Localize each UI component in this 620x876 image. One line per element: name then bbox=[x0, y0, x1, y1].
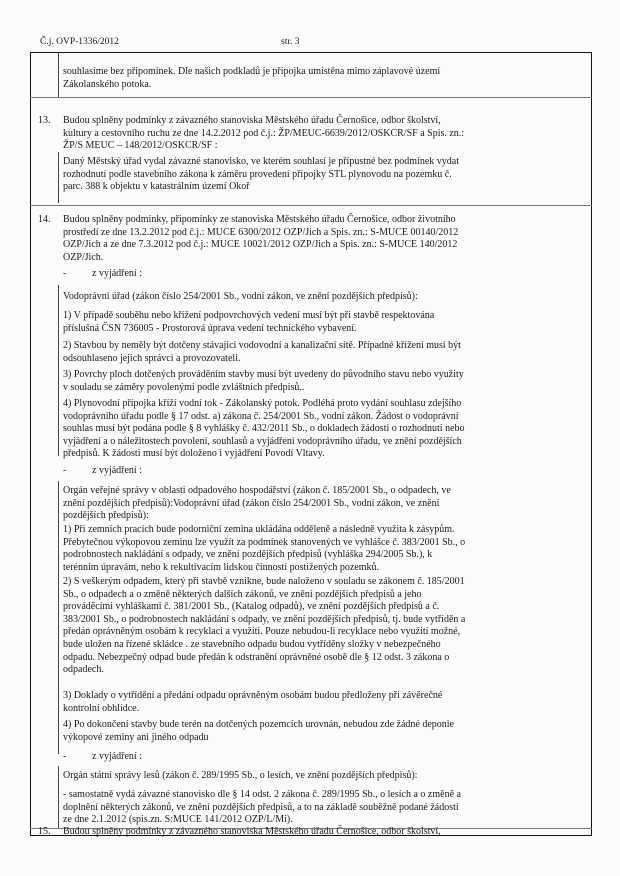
item-13-body bbox=[63, 156, 575, 194]
water-condition-1 bbox=[63, 310, 575, 335]
water-condition-4 bbox=[63, 398, 575, 461]
text-line: ze dne 2.1.2012 (spis.zn. S:MUCE 141/2012 OZP/L/Mi). bbox=[63, 814, 293, 826]
text-line: Budou splněny podmínky z závazného stanoviska Městského úřadu Černošice, odbor školství, bbox=[63, 115, 441, 126]
text-line: souhlasíme bez připomínek. Dle našich podkladů je přípojka umístěna mimo záplavové území bbox=[63, 66, 441, 77]
dash-bullet: - bbox=[63, 465, 67, 476]
vyjadreni-label: z vyjádření : bbox=[92, 268, 142, 279]
text-line: 383/2001 Sb., o podrobnostech nakládání s odpady, ve znění pozdějších předpisů, tj. bude vytříděn a bbox=[63, 613, 466, 625]
continuation-paragraph bbox=[63, 66, 575, 91]
text-line: odpadech. bbox=[63, 664, 104, 676]
water-condition-2 bbox=[63, 340, 575, 365]
vyjadreni-label: z vyjádření : bbox=[92, 751, 142, 762]
section-divider bbox=[30, 205, 592, 206]
text-line: předpisů. K žádosti musí být doloženo i vyjádření Povodí Vltavy. bbox=[63, 448, 325, 460]
text-line: odpadu. Nebezpečný odpad bude předán k odstranění oprávněné osobě dle § 12 odst. 3 zákona o bbox=[63, 651, 450, 663]
text-line: ŽP/S MEUC – 148/2012/OSKCR/SF : bbox=[63, 140, 218, 152]
text-line: prováděcími vyhláškami č. 381/2001 Sb., (Katalog odpadů), ve znění pozdějších předpisů a č. bbox=[63, 601, 440, 613]
text-line: příslušná ČSN 736005 - Prostorová úprava vedení technického vybavení. bbox=[63, 322, 357, 334]
item-14-number: 14. bbox=[38, 214, 51, 225]
water-authority-title: Vodoprávní úřad (zákon číslo 254/2001 Sb., vodní zákon, ve znění pozdějších předpisů): bbox=[63, 291, 418, 302]
text-line: 4) Plynovodní přípojka kříží vodní tok - Zákolanský potok. Podléhá proto vydání souhlasu zdejšího bbox=[63, 398, 462, 409]
waste-condition-4 bbox=[63, 719, 575, 744]
text-line: Přebytečnou výkopovou zeminu lze využít za podmínek stanovených ve vyhlášce č. 383/2001 Sb., o bbox=[63, 536, 466, 548]
text-line: vodoprávního úřadu podle § 17 odst. a) zákona č. 254/2001 Sb., vodní zákon. Žádost o vodoprávní bbox=[63, 410, 459, 422]
item-13-intro bbox=[63, 115, 575, 153]
text-line: rozhodnutí podle stavebního zákona k záměru provedení přípojky STL plynovodu na pozemku č. bbox=[63, 168, 452, 180]
dash-bullet: - bbox=[63, 751, 67, 762]
text-line: výkopové zeminy ani jiného odpadu bbox=[63, 731, 209, 743]
text-line: Zákolanského potoka. bbox=[63, 78, 152, 90]
text-line: souhlas musí být podána podle § 8 vyhlášky č. 432/2011 Sb., o dokladech žádosti o rozhodnutí nebo bbox=[63, 423, 465, 435]
text-line: prostředí ze dne 13.2.2012 pod č.j.: MUCE 6300/2012 OZP/Jich a Spis. zn.: S-MUCE 00140/2012 bbox=[63, 226, 459, 238]
item-13-number: 13. bbox=[38, 115, 51, 126]
text-line: Daný Městský úřad vydal závazné stanovisko, ve kterém souhlasí je přípustné bez podmínek vydat bbox=[63, 156, 460, 167]
text-line: kontrolní obhlídce. bbox=[63, 702, 140, 714]
text-line: 3) Povrchy ploch dotčených prováděním stavby musí být uvedeny do původního stavu nebo využity bbox=[63, 369, 464, 380]
waste-condition-2 bbox=[63, 576, 575, 677]
text-line: 3) Doklady o vytřídění a předání odpadu oprávněným osobám budou předloženy při závěrečné bbox=[63, 690, 443, 701]
text-line: předán oprávněným osobám k recyklaci a využití. Pouze nebudou-li recyklace nebo využití možné, bbox=[63, 626, 461, 638]
text-line: parc. 388 k objektu v katastrálním území Okoř bbox=[63, 181, 250, 193]
text-line: doplnění některých zákonů, ve znění pozdějších předpisů, a to na základě souběžně podané žádosti bbox=[63, 801, 459, 813]
waste-authority-title bbox=[63, 485, 575, 523]
forestry-condition bbox=[63, 789, 575, 827]
text-line: podrobnostech nakládání s odpady, ve znění pozdějších předpisů (vyhláška 294/2005 Sb.), k bbox=[63, 549, 433, 561]
item-15-number: 15. bbox=[38, 826, 51, 837]
text-line: terénním úpravám, nebo k rekultivacím lidskou činností postižených pozemků. bbox=[63, 561, 380, 573]
document-reference: Č.j. OVP-1336/2012 bbox=[40, 37, 119, 47]
text-line: kultury a cestovního ruchu ze dne 14.2.2012 pod č.j.: ŽP/MEUC-6639/2012/OSKCR/SF a Spis. zn.: bbox=[63, 127, 465, 139]
forestry-authority-title: Orgán státní správy lesů (zákon č. 289/1995 Sb., o lesích, ve znění pozdějších předpisů): bbox=[63, 770, 418, 781]
section-divider bbox=[30, 97, 592, 98]
text-line: v souladu se záměry povolenými podle zvláštních předpisů.. bbox=[63, 381, 305, 393]
vyjadreni-label: z vyjádření : bbox=[92, 465, 142, 476]
text-line: - samostatně vydá závazné stanovisko dle § 14 odst. 2 zákona č. 289/1995 Sb., o lesích a o změně a bbox=[63, 789, 461, 800]
text-line: Sb., o odpadech a o změně některých dalších zákonů, ve znění pozdějších předpisů a jeho bbox=[63, 588, 422, 600]
dash-bullet: - bbox=[63, 268, 67, 279]
text-line: Orgán veřejné správy v oblasti odpadového hospodářství (zákon č. 185/2001 Sb., o odpadech, ve bbox=[63, 485, 451, 496]
text-line: 1) Při zemních pracích bude podorniční zemina ukládána odděleně a následně využita k zásypům. bbox=[63, 524, 455, 535]
text-line: Budou splněny podmínky, připomínky ze stanoviska Městského úřadu Černošice, odbor životního bbox=[63, 214, 456, 225]
text-line: 2) S veškerým odpadem, který při stavbě vznikne, bude naloženo v souladu se zákonem č. 185/2001 bbox=[63, 576, 465, 587]
text-line: 1) V případě souběhu nebo křížení podpovrchových vedení musí být při stavbě respektována bbox=[63, 310, 435, 321]
text-line: pozdějších předpisů): bbox=[63, 510, 149, 522]
text-line: odsouhlaseno jejich správci a provozovateli. bbox=[63, 352, 241, 364]
page-number: str. 3 bbox=[281, 37, 300, 47]
item-14-intro bbox=[63, 214, 575, 264]
text-line: znění pozdějších předpisů):Vodoprávní úřad (zákon číslo 254/2001 Sb., vodní zákon, ve znění bbox=[63, 497, 440, 509]
item-15-intro: Budou splněny podmínky z závazného stanoviska Městského úřadu Černošice, odbor školství, bbox=[63, 826, 441, 837]
waste-condition-1 bbox=[63, 524, 575, 574]
text-line: vyjádření a o náležitostech povolení, souhlasů a vyjádření vodoprávního úřadu, ve znění pozdějších bbox=[63, 435, 462, 447]
text-line: 2) Stavbou by neměly být dotčeny stávající vodovodní a kanalizační sítě. Případné křížení musí být bbox=[63, 340, 461, 351]
text-line: bude uložen na řízené skládce . ze stavebního odpadu budou vytříděny složky v nebezpečného bbox=[63, 638, 441, 650]
waste-condition-3 bbox=[63, 690, 575, 715]
text-line: OZP/Jich. bbox=[63, 251, 104, 263]
text-line: 4) Po dokončení stavby bude terén na dotčených pozemcích urovnán, nebudou zde žádné deponie bbox=[63, 719, 454, 730]
text-line: OZP/Jich a ze dne 7.3.2012 pod č.j.: MUCE 10021/2012 OZP/Jich a Spis. zn.: S-MUCE 140/2012 bbox=[63, 239, 458, 251]
water-condition-3 bbox=[63, 369, 575, 394]
